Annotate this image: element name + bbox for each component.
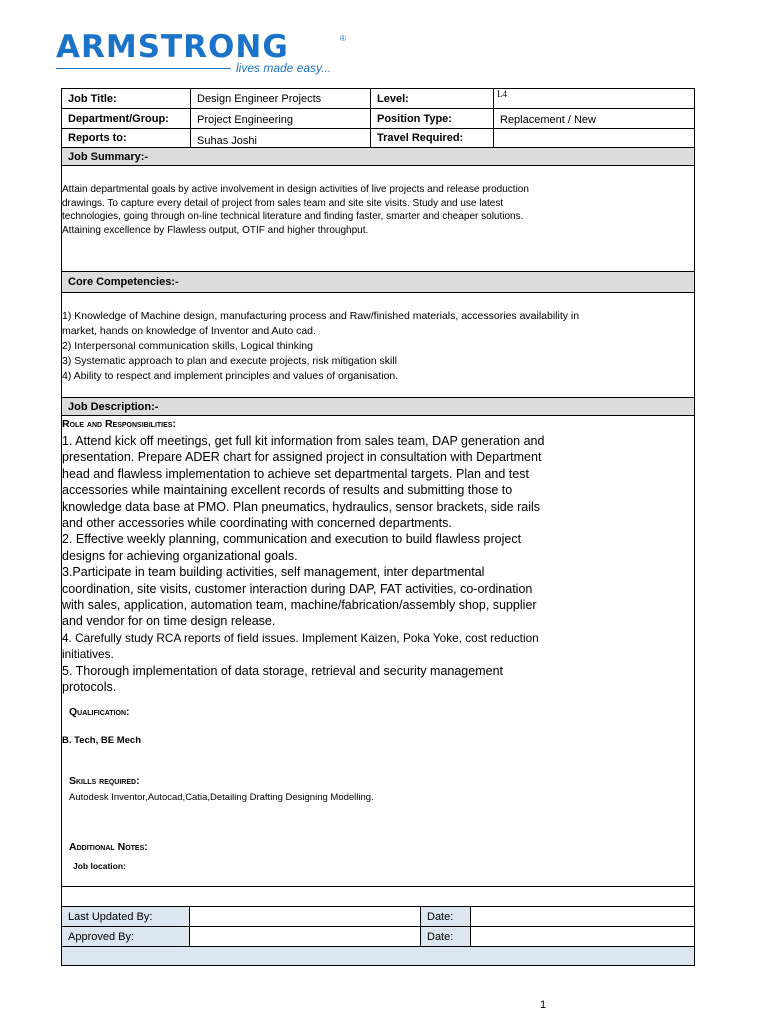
position-type-value: Replacement / New [500, 114, 596, 126]
date-label-approved: Date: [421, 927, 470, 946]
reports-to-value: Suhas Joshi [197, 134, 257, 147]
last-updated-value[interactable] [190, 907, 420, 926]
skills-value: Autodesk Inventor,Autocad,Catia,Detailing Drafting Designing Modelling. [69, 792, 374, 803]
job-title-value: Design Engineer Projects [197, 92, 322, 105]
page-number: 1 [540, 999, 547, 1011]
job-summary-text: Attain departmental goals by active involvement in design activities of live projects and release production drawings. To capture every detail of project from sales team and site site visits. Study and use latest technologies, going through on-line technical literature and finding faster, smarter and cheaper solutions. Attaining excellence by Flawless output, OTIF and higher throughput. [62, 184, 529, 236]
date-value-updated[interactable] [471, 907, 694, 926]
job-location-label: Job location: [73, 861, 126, 871]
job-description-heading: Job Description:- [62, 397, 694, 416]
skills-heading: Skills required: [69, 775, 140, 787]
qualification-value: B. Tech, BE Mech [62, 735, 142, 746]
level-value: L4 [497, 89, 507, 99]
approved-by-value[interactable] [190, 927, 420, 946]
job-title-label: Job Title: [68, 92, 117, 105]
travel-required-label: Travel Required: [377, 132, 464, 144]
logo-tagline: lives made easy... [236, 61, 332, 75]
logo-underline [56, 68, 231, 69]
level-label: Level: [377, 92, 409, 105]
approved-by-label: Approved By: [62, 927, 189, 946]
footer-band [62, 947, 694, 965]
last-updated-label: Last Updated By: [62, 907, 189, 926]
logo-brand-name: ARMSTRONG [56, 29, 289, 65]
date-label-updated: Date: [421, 907, 470, 926]
additional-notes-heading: Additional Notes: [69, 841, 148, 853]
registered-mark: ® [340, 34, 346, 43]
core-competencies-heading: Core Competencies:- [62, 271, 694, 293]
armstrong-logo [56, 29, 356, 80]
position-type-label: Position Type: [377, 112, 452, 125]
reports-to-label: Reports to: [68, 132, 127, 144]
qualification-heading: Qualification: [69, 706, 130, 718]
date-value-approved[interactable] [471, 927, 694, 946]
core-competencies-text: 1) Knowledge of Machine design, manufacturing process and Raw/finished materials, accessories availability in market, hands on knowledge of Inventor and Auto cad. 2) Interpersonal communication skills, Logical thinking 3) Systematic approach to plan and execute projects, risk mitigation skill 4) Ability to respect and implement principles and values of organisation. [62, 310, 580, 382]
job-summary-heading: Job Summary:- [62, 148, 694, 166]
roles-text: 1. Attend kick off meetings, get full kit information from sales team, DAP generation and presentation. Prepare ADER chart for assigned project in consultation with Department head and flawless implementation to achieve set departmental targets. Plan and test accessories while maintaining excellent records of results and submitting those to knowledge data base at PMO. Plan pneumatics, hydraulics, sensor brackets, side rails and other accessories while coordinating with concerned departments. 2. Effective weekly planning, communication and execution to build flawless project designs for achieving organizational goals. 3.Participate in team building activities, self management, inter departmental coordination, site visits, customer interaction during DAP, FAT activities, co-ordination with sales, application, automation team, machine/fabrication/assembly shop, supplier and vendor for on time design release. 4. Carefully study RCA reports of field issues. Implement Kaizen, Poka Yoke, cost reduction initiatives. 5. Thorough implementation of data storage, retrieval and security management protocols. [62, 434, 545, 695]
department-value: Project Engineering [197, 114, 294, 126]
travel-required-value [494, 129, 694, 147]
department-label: Department/Group: [68, 112, 169, 125]
roles-heading: Role and Responsibilities: [62, 418, 176, 430]
